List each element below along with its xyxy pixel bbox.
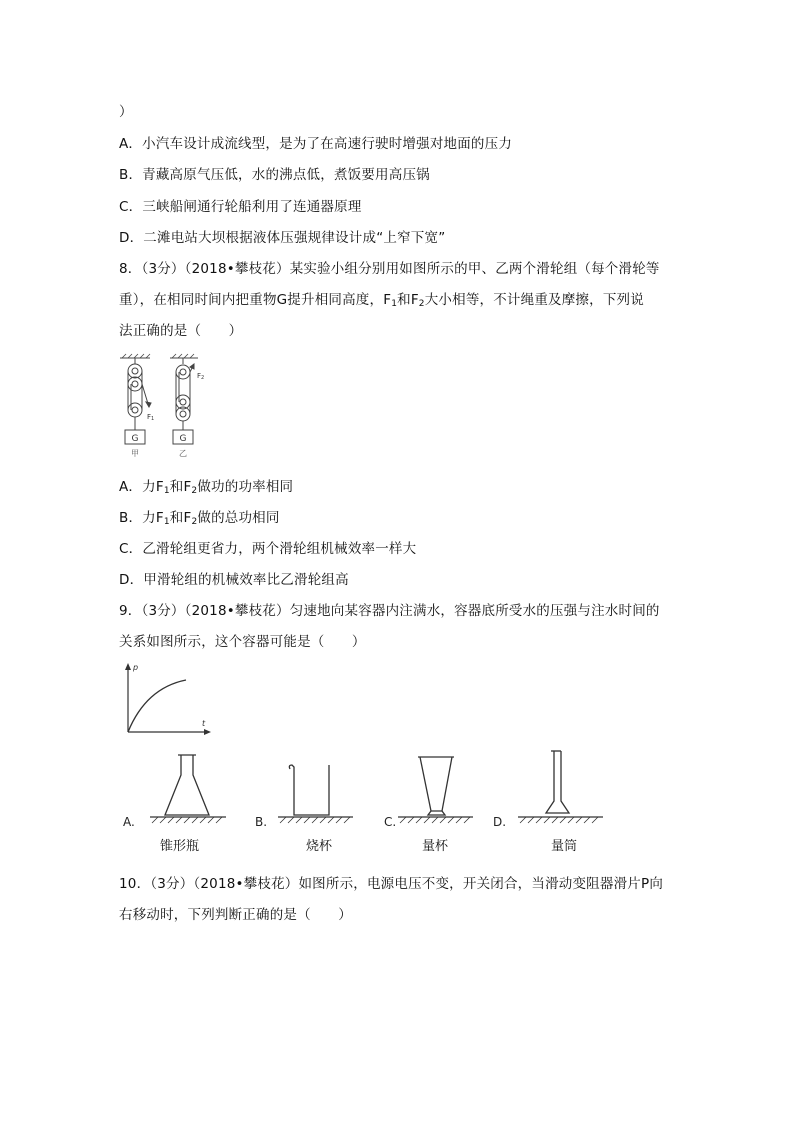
container-b-name: 烧杯 [306, 839, 333, 854]
q9-stem-line1: 9．（3分）（2018•攀枝花）匀速地向某容器内注满水，容器底所受水的压强与注水时间的 [119, 603, 660, 619]
q8-option-b: B．力$F_1$和$F_2$做的总功相同 [119, 510, 280, 527]
pulley-weight-yi: G [179, 434, 187, 444]
pulley-label-yi: 乙 [179, 449, 187, 458]
q10-stem-line2: 右移动时，下列判断正确的是（ ） [119, 907, 352, 923]
q7-option-b: B．青藏高原气压低，水的沸点低，煮饭要用高压锅 [119, 167, 430, 183]
pulley-force1-label: F1 [147, 413, 155, 422]
pulley-label-jia: 甲 [131, 449, 139, 458]
container-a-name: 锥形瓶 [160, 839, 200, 854]
q8-option-c: C．乙滑轮组更省力，两个滑轮组机械效率一样大 [119, 541, 417, 557]
pulley-weight-jia: G [131, 434, 139, 444]
containers-figure [118, 745, 618, 830]
q7-option-c: C．三峡船闸通行轮船利用了连通器原理 [119, 199, 362, 215]
container-d-letter: D. [493, 815, 507, 829]
container-a-letter: A. [123, 815, 135, 829]
container-c-name: 量杯 [422, 839, 449, 854]
graph-y-label: p [133, 663, 139, 672]
q7-option-d: D．二滩电站大坝根据液体压强规律设计成“上窄下宽” [119, 230, 446, 246]
pressure-time-graph [118, 660, 213, 738]
q7-option-a: A．小汽车设计成流线型，是为了在高速行驶时增强对地面的压力 [119, 136, 513, 152]
q8-option-a: A．力$F_1$和$F_2$做功的功率相同 [119, 479, 294, 496]
q8-stem-line1: 8．（3分）（2018•攀枝花）某实验小组分别用如图所示的甲、乙两个滑轮组（每个滑轮等 [119, 261, 660, 277]
container-b-letter: B. [255, 815, 268, 829]
q8-stem-line2: 重），在相同时间内把重物G提升相同高度，$F_1$和$F_2$大小相等，不计绳重及摩擦，下列说 [119, 292, 644, 309]
q10-stem-line1: 10．（3分）（2018•攀枝花）如图所示，电源电压不变，开关闭合，当滑动变阻器滑片P向 [119, 876, 664, 892]
q9-stem-line2: 关系如图所示，这个容器可能是（ ） [119, 634, 366, 650]
graph-x-label: t [202, 719, 206, 728]
q7-continuation: ） [119, 104, 133, 120]
container-d-name: 量筒 [551, 839, 578, 854]
q8-option-d: D．甲滑轮组的机械效率比乙滑轮组高 [119, 572, 349, 588]
pulley-figure [118, 352, 213, 462]
q8-stem-line3: 法正确的是（ ） [119, 323, 243, 339]
pulley-force2-label: F2 [197, 372, 205, 381]
container-c-letter: C. [384, 815, 397, 829]
